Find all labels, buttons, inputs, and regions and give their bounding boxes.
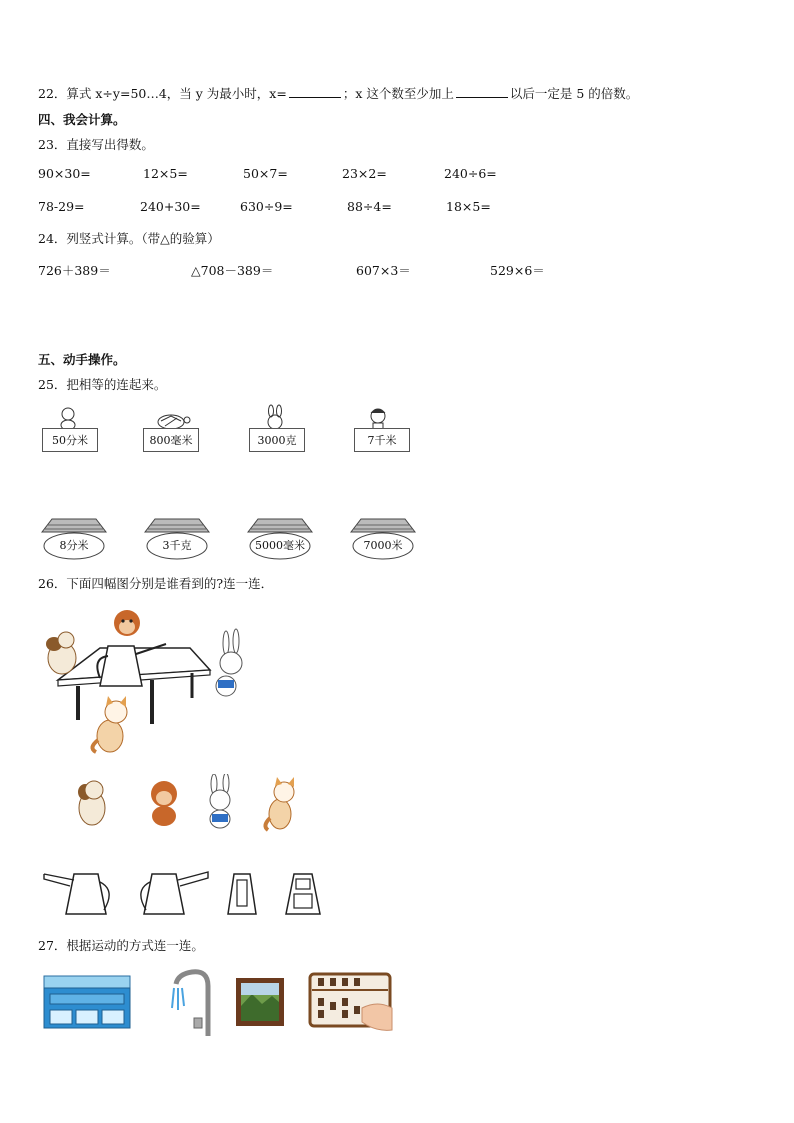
q24-item: 607×3＝ <box>356 263 411 278</box>
q23-item: 50×7= <box>243 166 288 181</box>
question-27-title: 27．根据运动的方式连一连。 <box>38 938 204 953</box>
animal-sign-turtle[interactable] <box>143 404 199 454</box>
cat-icon <box>92 696 127 752</box>
q24-item: 529×6＝ <box>490 263 545 278</box>
rabbit-icon <box>216 629 242 696</box>
kettle-view-back[interactable] <box>286 874 320 914</box>
abacus-icon[interactable] <box>310 974 392 1030</box>
kettle-view-side-right[interactable] <box>141 872 208 914</box>
answer-blank-add[interactable] <box>456 86 508 98</box>
rabbit-icon[interactable] <box>210 774 230 828</box>
animal-choices <box>70 774 306 832</box>
question-25-title: 25．把相等的连起来。 <box>38 377 167 392</box>
dog-icon[interactable] <box>78 781 105 825</box>
table-scene <box>40 608 260 758</box>
q22-text-post: 以后一定是 5 的倍数。 <box>509 86 639 101</box>
drawer-cabinet-icon[interactable] <box>44 976 130 1028</box>
q23-item: 240÷6= <box>444 166 497 181</box>
question-22 <box>38 84 638 102</box>
unit-label: 7000米 <box>363 539 403 552</box>
cat-icon[interactable] <box>265 777 294 830</box>
picture-frame-icon[interactable] <box>236 978 284 1026</box>
house-3kg[interactable] <box>141 516 213 562</box>
unit-label: 7千米 <box>354 428 410 452</box>
house-7000m[interactable] <box>347 516 419 562</box>
monkey-icon <box>114 610 140 636</box>
q23-item: 12×5= <box>143 166 188 181</box>
kettle-views <box>40 866 340 918</box>
question-23-title: 23．直接写出得数。 <box>38 137 154 152</box>
q23-item: 88÷4= <box>347 199 392 214</box>
q23-item: 240+30= <box>140 199 201 214</box>
question-26-title: 26．下面四幅图分别是谁看到的?连一连． <box>38 576 274 591</box>
kettle-view-side-left[interactable] <box>44 874 109 914</box>
animal-sign-dog[interactable] <box>42 404 98 454</box>
answer-blank-x[interactable] <box>289 86 341 98</box>
q23-item: 630÷9= <box>240 199 293 214</box>
q23-item: 90×30= <box>38 166 91 181</box>
kettle-view-front[interactable] <box>228 874 256 914</box>
monkey-icon[interactable] <box>151 781 177 826</box>
section-4-heading: 四、我会计算。 <box>38 112 126 127</box>
section-5-heading: 五、动手操作。 <box>38 352 126 367</box>
q24-item: △708－389＝ <box>191 263 274 278</box>
unit-label: 8分米 <box>59 539 89 552</box>
question-24-title: 24．列竖式计算。（带△的验算） <box>38 231 220 246</box>
q22-text-mid: ；x 这个数至少加上 <box>342 86 454 101</box>
house-5000mm[interactable] <box>244 516 316 562</box>
motion-pictures <box>40 966 394 1040</box>
unit-label: 50分米 <box>42 428 98 452</box>
unit-label: 5000毫米 <box>255 539 305 552</box>
house-8dm[interactable] <box>38 516 110 562</box>
animal-sign-rabbit[interactable] <box>249 404 305 454</box>
animal-sign-boy[interactable] <box>354 404 410 454</box>
q23-item: 23×2= <box>342 166 387 181</box>
q23-item: 78-29= <box>38 199 85 214</box>
unit-label: 800毫米 <box>143 428 199 452</box>
q22-text-pre: 22．算式 x÷y=50…4，当 y 为最小时，x= <box>38 86 287 101</box>
unit-label: 3千克 <box>162 539 192 552</box>
unit-label: 3000克 <box>249 428 305 452</box>
faucet-icon[interactable] <box>172 972 208 1036</box>
dog-icon <box>46 632 76 674</box>
q24-item: 726＋389＝ <box>38 263 111 278</box>
q23-item: 18×5= <box>446 199 491 214</box>
